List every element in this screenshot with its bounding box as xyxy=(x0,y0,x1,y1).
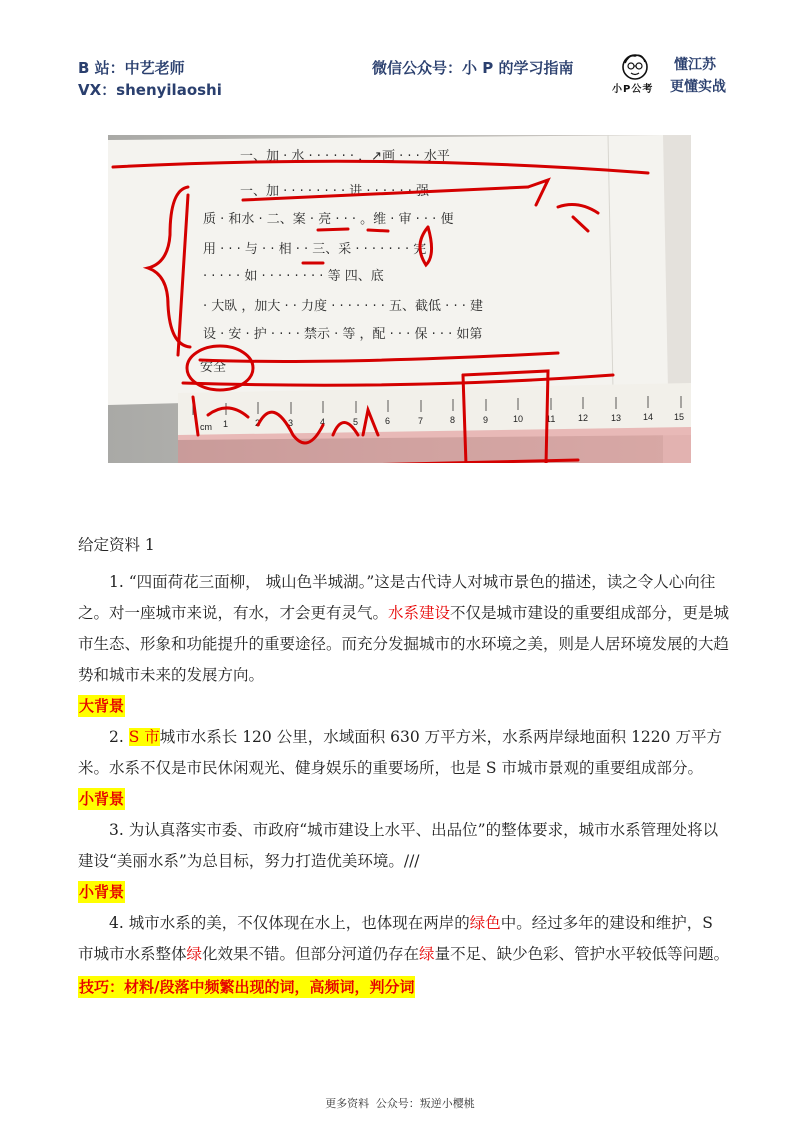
paragraph-3: 3. 为认真落实市委、市政府“城市建设上水平、出品位”的整体要求，城市水系管理处将以建设“美丽水系”为总目标，努力打造优美环境。/// xyxy=(78,821,719,870)
handwritten-line: 安全 xyxy=(200,360,227,375)
p4-keyword-green: 绿 xyxy=(186,945,203,963)
ruler-label: 7 xyxy=(418,416,424,426)
ruler-label: 12 xyxy=(578,413,589,423)
annotation-big-background: 大背景 xyxy=(79,697,125,715)
handwritten-notes-photo xyxy=(108,135,691,463)
ruler-label: 3 xyxy=(288,418,294,428)
ruler-label: 6 xyxy=(385,416,391,426)
paragraph-1 xyxy=(78,567,730,691)
p1-text-pre: 1. “四面荷花三面柳， 城山色半城湖。”这是古代诗人对城市景色的描述，读之令人心向往之。对一座城市来说，有水，才会更有灵气。 xyxy=(78,573,716,622)
handwritten-line: · · · · · 如 · · · · · · · · 等 四、底 xyxy=(203,269,384,284)
p1-keyword: 水系建设 xyxy=(388,604,451,622)
bilibili-label: B 站：中艺老师 xyxy=(78,59,185,77)
ruler-label: 4 xyxy=(320,417,326,427)
logo-line-1: 懂江苏 xyxy=(674,57,716,73)
ruler-label: 15 xyxy=(674,412,685,422)
cartoon-face-icon xyxy=(620,52,650,82)
p4-keyword-green: 绿色 xyxy=(469,914,501,932)
p4-keyword-green: 绿 xyxy=(419,945,435,963)
p4-text-a: 4. 城市水系的美，不仅体现在水上，也体现在两岸的 xyxy=(109,914,470,932)
ruler-label: 1 xyxy=(223,419,229,429)
tip-annotation: 技巧：材料/段落中频繁出现的词，高频词，判分词 xyxy=(79,978,415,996)
ruler-label: 2 xyxy=(255,418,261,428)
p1-text-post: 不仅是城市建设的重要组成部分，更是城市生态、形象和功能提升的重要途径。而充分发掘城市的水环境之美，则是人居环境发展的大趋势和城市未来的发展方向。 xyxy=(78,604,730,684)
section-title: 给定资料 1 xyxy=(78,536,155,554)
ruler-label: cm xyxy=(200,422,212,432)
p4-text-b: 中。经过多年的建设和维护，S 市城市水系整体 xyxy=(78,914,713,963)
p4-text-c: 化效果不错。但部分河道仍存在 xyxy=(202,945,420,963)
brand-logo xyxy=(612,52,732,98)
handwritten-line: 一、加 · · · · · · · · 进 · · · · · · 强 xyxy=(240,184,429,199)
footer-promo: 更多资料 公众号：叛逆小樱桃 xyxy=(325,1097,475,1110)
handwritten-line: · 大臥 ，加大 · · 力度 · · · · · · · 五、截低 · · · 建 xyxy=(203,299,483,314)
p2-num: 2. xyxy=(109,728,129,746)
ruler-label: 14 xyxy=(643,412,654,422)
handwritten-line: 一、加 · 水 · · · · · · ，↗画 · · · 水平 xyxy=(240,149,450,164)
p2-text: 城市水系长 120 公里，水域面积 630 万平方米，水系两岸绿地面积 1220 万平方米。水系不仅是市民休闲观光、健身娱乐的重要场所，也是 S 市城市景观的重要组成部分。 xyxy=(78,728,722,777)
annotation-small-background-2: 小背景 xyxy=(79,883,125,901)
wechat-account-label: 微信公众号：小 P 的学习指南 xyxy=(372,59,574,77)
wechat-id-label: VX：shenyilaoshi xyxy=(78,81,222,99)
p2-city-highlight: S 市 xyxy=(128,728,160,746)
header-left xyxy=(78,57,222,101)
handwritten-line: 设 · 安 · 护 · · · · 禁示 · 等 ，配 · · · 保 · · · 如第 xyxy=(203,327,483,342)
ruler-label: 11 xyxy=(546,414,556,424)
ruler-label: 10 xyxy=(513,414,524,424)
p4-text-d: 量不足、缺少色彩、管护水平较低等问题。 xyxy=(434,945,730,963)
annotation-small-background-1: 小背景 xyxy=(79,790,125,808)
logo-subtitle: 小P公考 xyxy=(612,84,654,95)
handwritten-line: 用 · · · 与 · · 相 · · 三、采 · · · · · · · 完 xyxy=(203,242,427,257)
ruler-label: 13 xyxy=(611,413,622,423)
paragraph-2 xyxy=(78,722,730,784)
logo-line-2: 更懂实战 xyxy=(670,79,726,95)
ruler-label: 9 xyxy=(483,415,489,425)
ruler-label: 5 xyxy=(353,417,359,427)
handwritten-line: 质 · 和水 · 二、案 · 亮 · · · 。维 · 审 · · · 便 xyxy=(203,212,454,227)
material-body xyxy=(78,530,730,1003)
paragraph-4 xyxy=(78,908,730,970)
ruler-label: 8 xyxy=(450,415,456,425)
